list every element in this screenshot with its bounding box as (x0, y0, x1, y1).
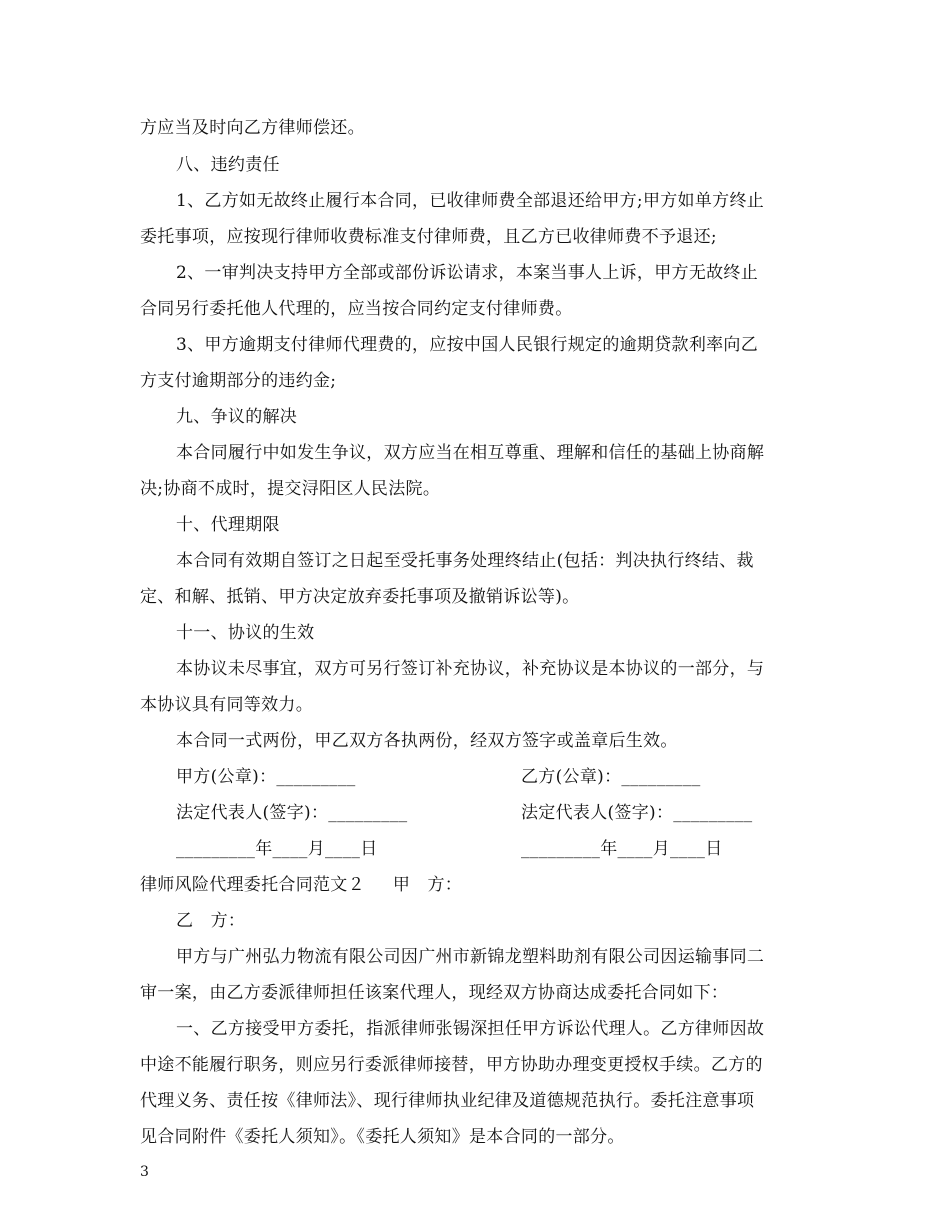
second-contract-title: 律师风险代理委托合同范文２ (140, 875, 365, 895)
paragraph-line: 方应当及时向乙方律师偿还。 (140, 118, 365, 138)
paragraph-line: 定、和解、抵销、甲方决定放弃委托事项及撤销诉讼等)。 (140, 587, 580, 607)
section-heading: 十一、协议的生效 (176, 623, 315, 643)
paragraph-line: 本合同履行中如发生争议，双方应当在相互尊重、理解和信任的基础上协商解 (176, 443, 765, 463)
section-heading: 十、代理期限 (176, 515, 280, 535)
section-heading: 八、违约责任 (176, 155, 280, 175)
second-contract-title-line (140, 874, 820, 896)
paragraph-line: 甲方与广州弘力物流有限公司因广州市新锦龙塑料助剂有限公司因运输事同二 (176, 947, 765, 967)
paragraph-line: 本合同一式两份，甲乙双方各执两份，经双方签字或盖章后生效。 (176, 731, 678, 751)
party-b-label: 乙 方： (176, 911, 246, 931)
party-a-label: 甲 方： (392, 875, 463, 895)
paragraph-line: 本协议具有同等效力。 (140, 695, 313, 715)
party-a-representative-field: 法定代表人(签字)：_________ (176, 803, 408, 823)
paragraph-line: 见合同附件《委托人须知》。《委托人须知》是本合同的一部分。 (140, 1127, 625, 1147)
page-number: 3 (140, 1164, 149, 1180)
paragraph-line: 方支付逾期部分的违约金; (140, 371, 337, 391)
paragraph-line: 委托事项，应按现行律师收费标准支付律师费，且乙方已收律师费不予退还; (140, 227, 717, 247)
paragraph-line: 合同另行委托他人代理的，应当按合同约定支付律师费。 (140, 299, 573, 319)
paragraph-line: 决;协商不成时，提交浔阳区人民法院。 (140, 479, 441, 499)
paragraph-line: 本合同有效期自签订之日起至受托事务处理终结止(包括：判决执行终结、裁 (176, 551, 754, 571)
paragraph-line: 中途不能履行职务，则应另行委派律师接替，甲方协助办理变更授权手续。乙方的 (140, 1055, 763, 1075)
party-b-representative-field: 法定代表人(签字)：_________ (521, 803, 753, 823)
party-a-seal-field: 甲方(公章)：_________ (176, 767, 356, 787)
paragraph-line: 1、乙方如无故终止履行本合同，已收律师费全部退还给甲方;甲方如单方终止 (176, 191, 765, 211)
party-b-date-field: _________年____月____日 (521, 839, 723, 859)
paragraph-line: 2、一审判决支持甲方全部或部份诉讼请求，本案当事人上诉，甲方无故终止 (176, 263, 759, 283)
paragraph-line: 审一案，由乙方委派律师担任该案代理人，现经双方协商达成委托合同如下： (140, 983, 729, 1003)
paragraph-line: 3、甲方逾期支付律师代理费的，应按中国人民银行规定的逾期贷款利率向乙 (176, 335, 759, 355)
paragraph-line: 一、乙方接受甲方委托，指派律师张锡深担任甲方诉讼代理人。乙方律师因故 (176, 1019, 765, 1039)
party-b-seal-field: 乙方(公章)：_________ (521, 767, 701, 787)
paragraph-line: 本协议未尽事宜，双方可另行签订补充协议，补充协议是本协议的一部分，与 (176, 659, 765, 679)
section-heading: 九、争议的解决 (176, 407, 298, 427)
paragraph-line: 代理义务、责任按《律师法》、现行律师执业纪律及道德规范执行。委托注意事项 (140, 1091, 755, 1111)
party-a-date-field: _________年____月____日 (176, 839, 378, 859)
